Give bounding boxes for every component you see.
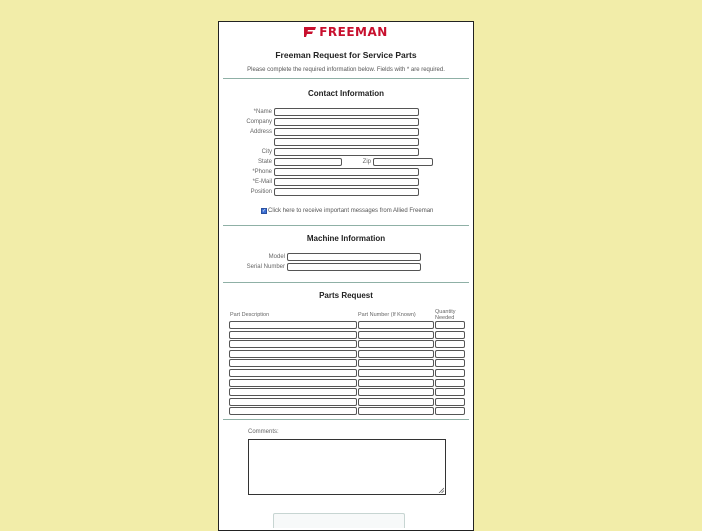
- company-label: Company: [246, 119, 272, 125]
- part-description-input[interactable]: [229, 388, 357, 396]
- part-number-input[interactable]: [358, 379, 434, 387]
- machine-heading: Machine Information: [306, 234, 386, 243]
- quantity-input[interactable]: [435, 350, 465, 358]
- form-title: Freeman Request for Service Parts: [275, 50, 417, 60]
- part-description-input[interactable]: [229, 350, 357, 358]
- quantity-input[interactable]: [435, 321, 465, 329]
- email-input[interactable]: [274, 178, 419, 186]
- part-description-input[interactable]: [229, 369, 357, 377]
- phone-input[interactable]: [274, 168, 419, 176]
- part-number-input[interactable]: [358, 359, 434, 367]
- city-input[interactable]: [274, 148, 419, 156]
- quantity-input[interactable]: [435, 398, 465, 406]
- optin-label: Click here to receive important messages from Allied Freeman: [268, 208, 434, 214]
- city-label: City: [261, 149, 272, 155]
- quantity-input[interactable]: [435, 379, 465, 387]
- service-parts-form: [218, 21, 474, 531]
- divider: [223, 78, 469, 79]
- part-description-input[interactable]: [229, 398, 357, 406]
- part-description-input[interactable]: [229, 331, 357, 339]
- address-label: Address: [249, 129, 272, 135]
- address-line1-input[interactable]: [274, 128, 419, 136]
- comments-textarea[interactable]: [248, 439, 446, 495]
- name-input[interactable]: [274, 108, 419, 116]
- part-description-input[interactable]: [229, 321, 357, 329]
- part-description-input[interactable]: [229, 407, 357, 415]
- quantity-input[interactable]: [435, 331, 465, 339]
- zip-label: Zip: [362, 159, 371, 165]
- quantity-input[interactable]: [435, 388, 465, 396]
- divider: [223, 225, 469, 226]
- part-number-input[interactable]: [358, 398, 434, 406]
- position-input[interactable]: [274, 188, 419, 196]
- part-number-input[interactable]: [358, 350, 434, 358]
- quantity-input[interactable]: [435, 340, 465, 348]
- part-number-input[interactable]: [358, 321, 434, 329]
- comments-label: Comments:: [248, 429, 279, 435]
- divider: [223, 419, 469, 420]
- email-label: *E-Mail: [252, 179, 272, 185]
- quantity-input[interactable]: [435, 369, 465, 377]
- position-label: Position: [250, 189, 272, 195]
- part-description-input[interactable]: [229, 379, 357, 387]
- freeman-logo-icon: [304, 26, 316, 38]
- form-subtitle: Please complete the required information below. Fields with * are required.: [247, 67, 445, 73]
- resize-grip-icon[interactable]: [438, 487, 444, 493]
- contact-heading: Contact Information: [308, 89, 384, 98]
- model-input[interactable]: [287, 253, 421, 261]
- part-number-input[interactable]: [358, 331, 434, 339]
- model-label: Model: [268, 254, 285, 260]
- parts-heading: Parts Request: [319, 291, 373, 300]
- part-number-header: Part Number (If Known): [358, 312, 416, 318]
- address-line2-input[interactable]: [274, 138, 419, 146]
- name-label: *Name: [253, 109, 272, 115]
- part-number-input[interactable]: [358, 369, 434, 377]
- quantity-header-line1: Quantity: [435, 309, 456, 315]
- part-number-input[interactable]: [358, 340, 434, 348]
- state-label: State: [257, 159, 272, 165]
- logo-text: FREEMAN: [319, 25, 388, 39]
- zip-input[interactable]: [373, 158, 433, 166]
- serial-number-label: Serial Number: [246, 264, 285, 270]
- company-input[interactable]: [274, 118, 419, 126]
- quantity-header-line2: Needed: [435, 315, 455, 321]
- part-description-header: Part Description: [230, 312, 270, 318]
- part-description-input[interactable]: [229, 340, 357, 348]
- freeman-logo: [219, 25, 473, 39]
- divider: [223, 282, 469, 283]
- quantity-input[interactable]: [435, 407, 465, 415]
- part-number-input[interactable]: [358, 407, 434, 415]
- serial-number-input[interactable]: [287, 263, 421, 271]
- optin-checkbox[interactable]: ✓: [262, 208, 267, 214]
- phone-label: *Phone: [252, 169, 272, 175]
- part-number-input[interactable]: [358, 388, 434, 396]
- submit-button[interactable]: [273, 513, 405, 528]
- part-description-input[interactable]: [229, 359, 357, 367]
- quantity-input[interactable]: [435, 359, 465, 367]
- state-input[interactable]: [274, 158, 342, 166]
